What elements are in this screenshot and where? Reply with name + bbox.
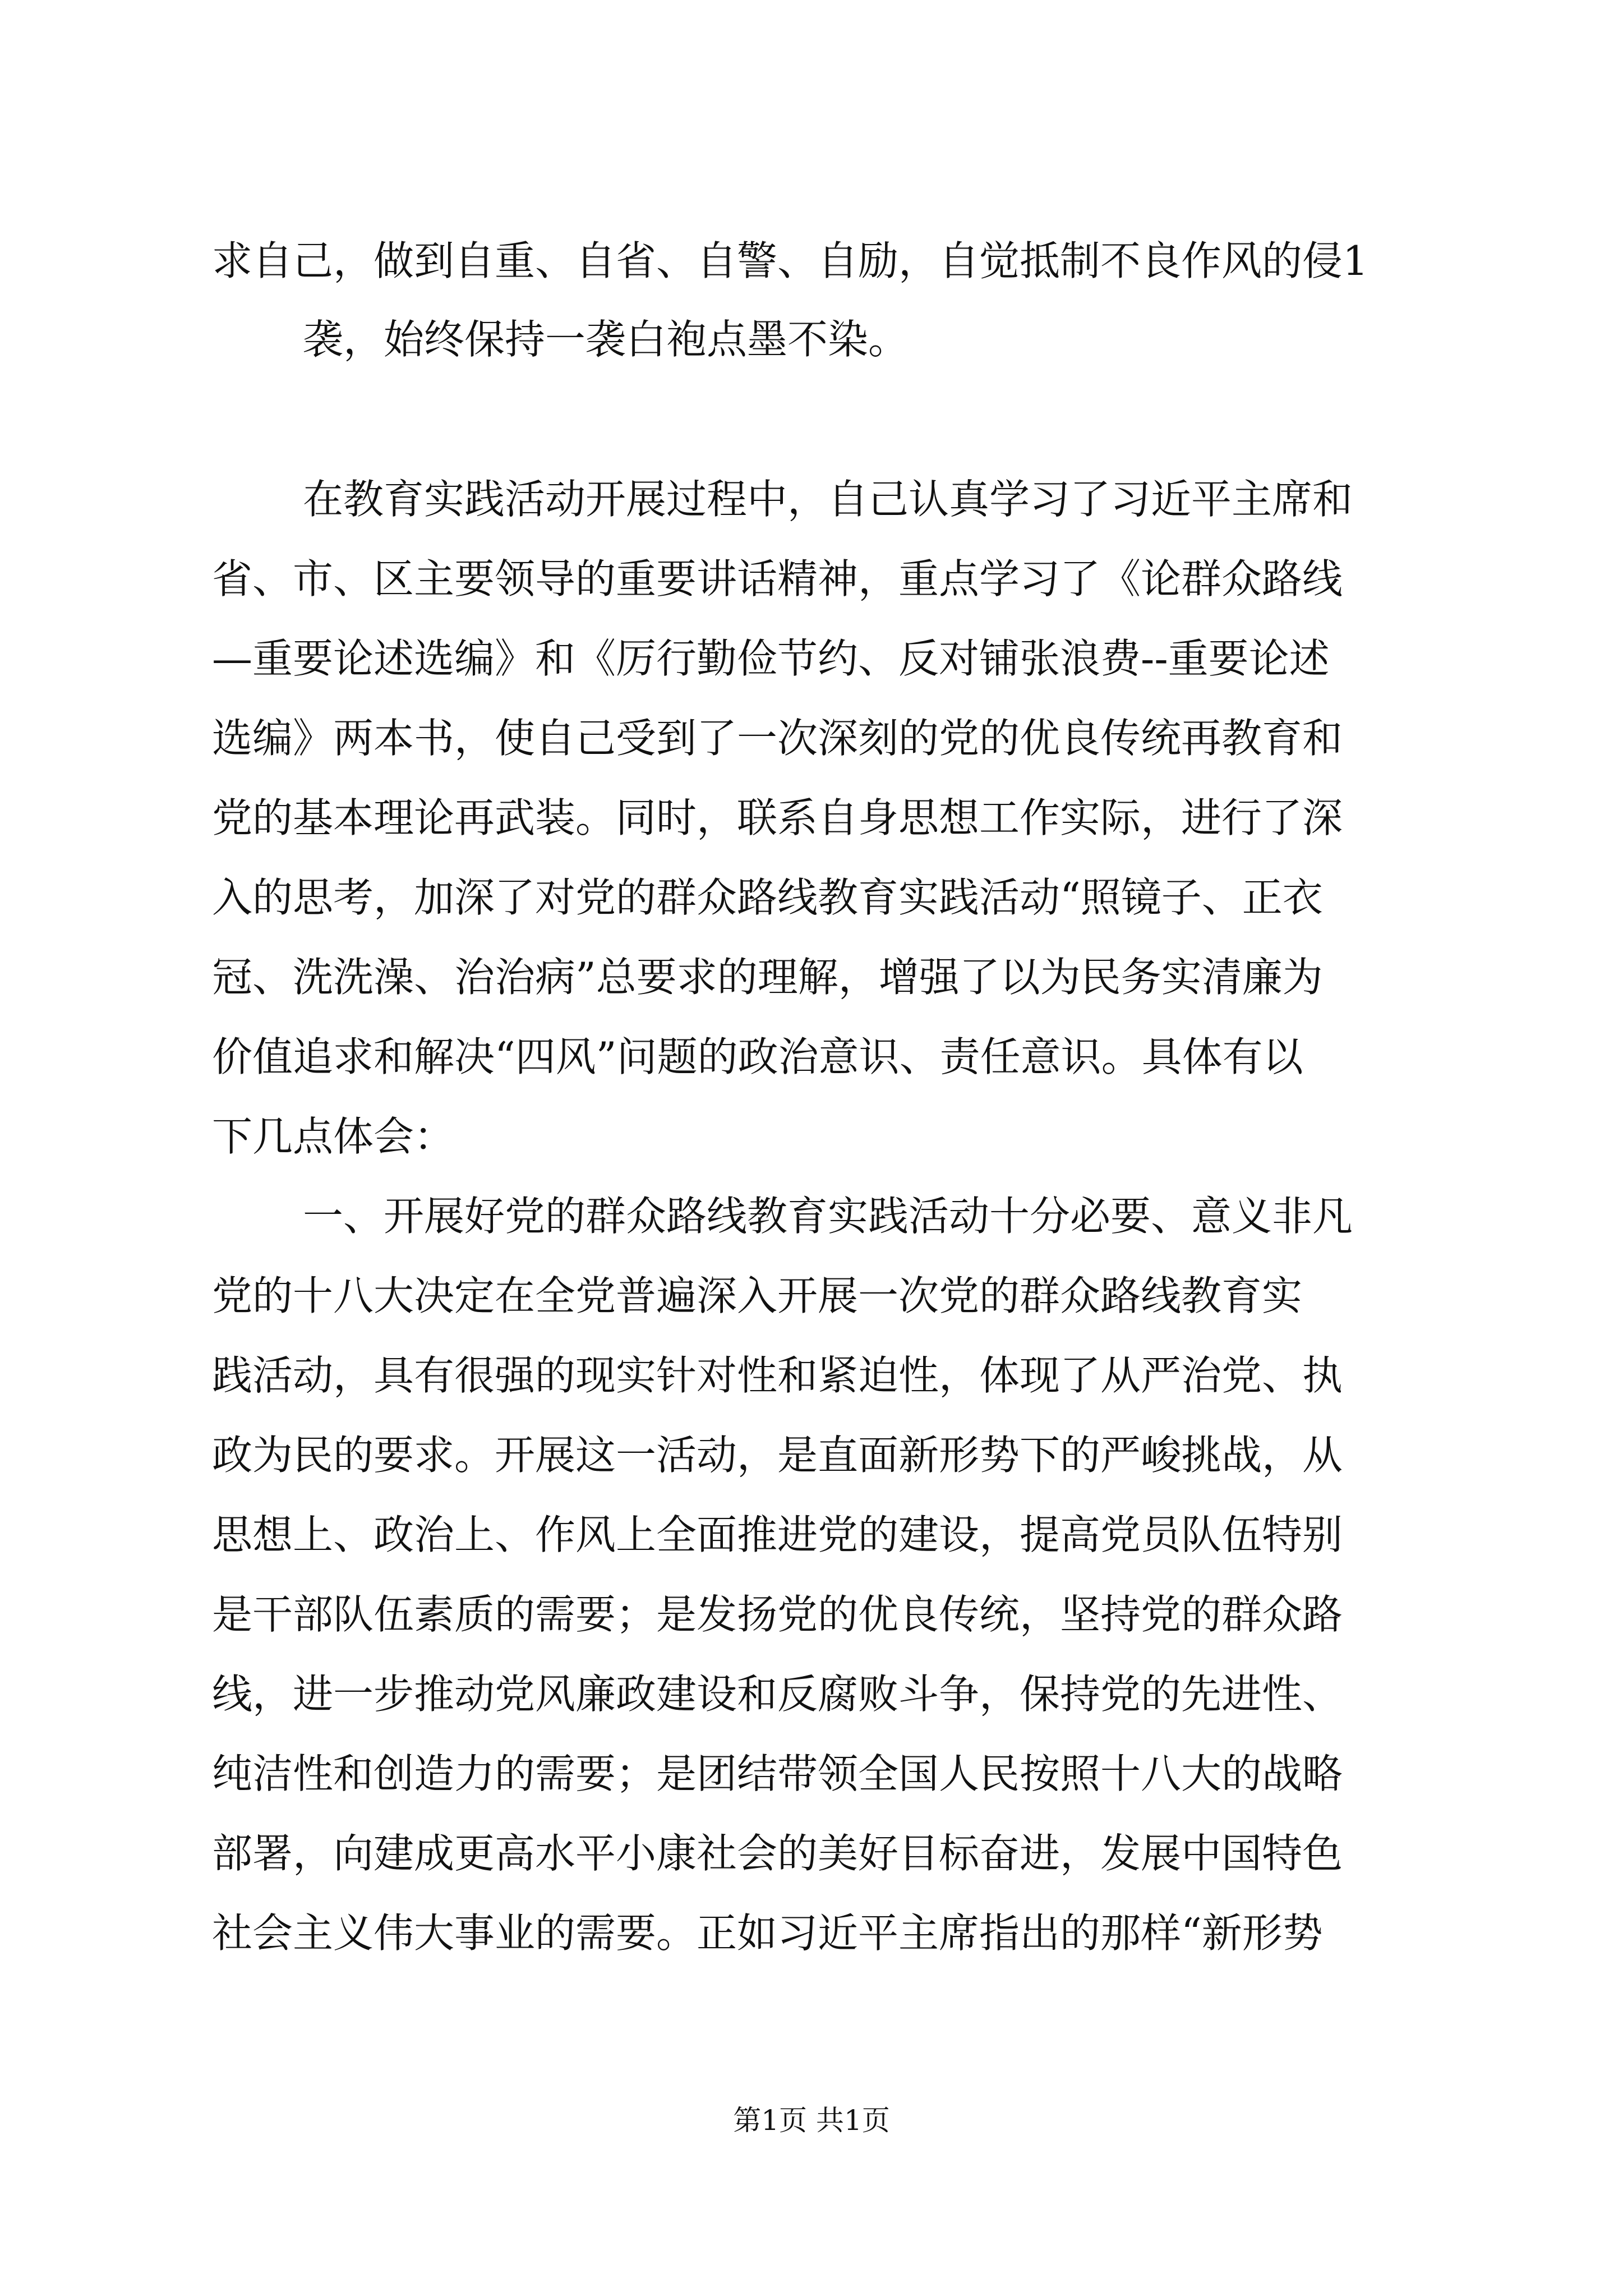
- text-line: 入的思考，加深了对党的群众路线教育实践活动“照镜子、正衣: [212, 874, 1323, 921]
- page-number-footer: 第1页 共1页: [733, 2104, 890, 2137]
- text-line: 政为民的要求。开展这一活动，是直面新形势下的严峻挑战，从: [212, 1432, 1343, 1479]
- text-line: 党的基本理论再武装。同时，联系自身思想工作实际，进行了深: [212, 794, 1343, 841]
- text-line: 是干部队伍素质的需要；是发扬党的优良传统，坚持党的群众路: [212, 1591, 1343, 1638]
- text-line: 价值追求和解决“四风”问题的政治意识、责任意识。具体有以: [212, 1033, 1303, 1080]
- text-line: 部署，向建成更高水平小康社会的美好目标奋进，发展中国特色: [212, 1830, 1343, 1877]
- text-line: —重要论述选编》和《厉行勤俭节约、反对铺张浪费--重要论述: [212, 635, 1330, 682]
- text-line: 下几点体会：: [212, 1113, 455, 1160]
- text-line: 选编》两本书，使自己受到了一次深刻的党的优良传统再教育和: [212, 715, 1343, 762]
- text-line: 思想上、政治上、作风上全面推进党的建设，提高党员队伍特别: [212, 1511, 1343, 1558]
- paragraph-start: 在教育实践活动开展过程中，自己认真学习了习近平主席和: [303, 476, 1353, 523]
- text-line: 社会主义伟大事业的需要。正如习近平主席指出的那样“新形势: [212, 1910, 1323, 1957]
- text-line: 践活动，具有很强的现实针对性和紧迫性，体现了从严治党、执: [212, 1352, 1343, 1399]
- section-heading: 一、开展好党的群众路线教育实践活动十分必要、意义非凡: [303, 1193, 1353, 1240]
- text-line: 省、市、区主要领导的重要讲话精神，重点学习了《论群众路线: [212, 555, 1343, 602]
- text-line: 纯洁性和创造力的需要；是团结带领全国人民按照十八大的战略: [212, 1750, 1343, 1797]
- text-line: 袭，始终保持一袭白袍点墨不染。: [303, 316, 909, 363]
- text-line: 求自己，做到自重、自省、自警、自励，自觉抵制不良作风的侵1: [212, 237, 1368, 284]
- text-line: 党的十八大决定在全党普遍深入开展一次党的群众路线教育实: [212, 1272, 1303, 1319]
- text-line: 线，进一步推动党风廉政建设和反腐败斗争，保持党的先进性、: [212, 1671, 1343, 1718]
- text-line: 冠、洗洗澡、治治病”总要求的理解，增强了以为民务实清廉为: [212, 954, 1323, 1001]
